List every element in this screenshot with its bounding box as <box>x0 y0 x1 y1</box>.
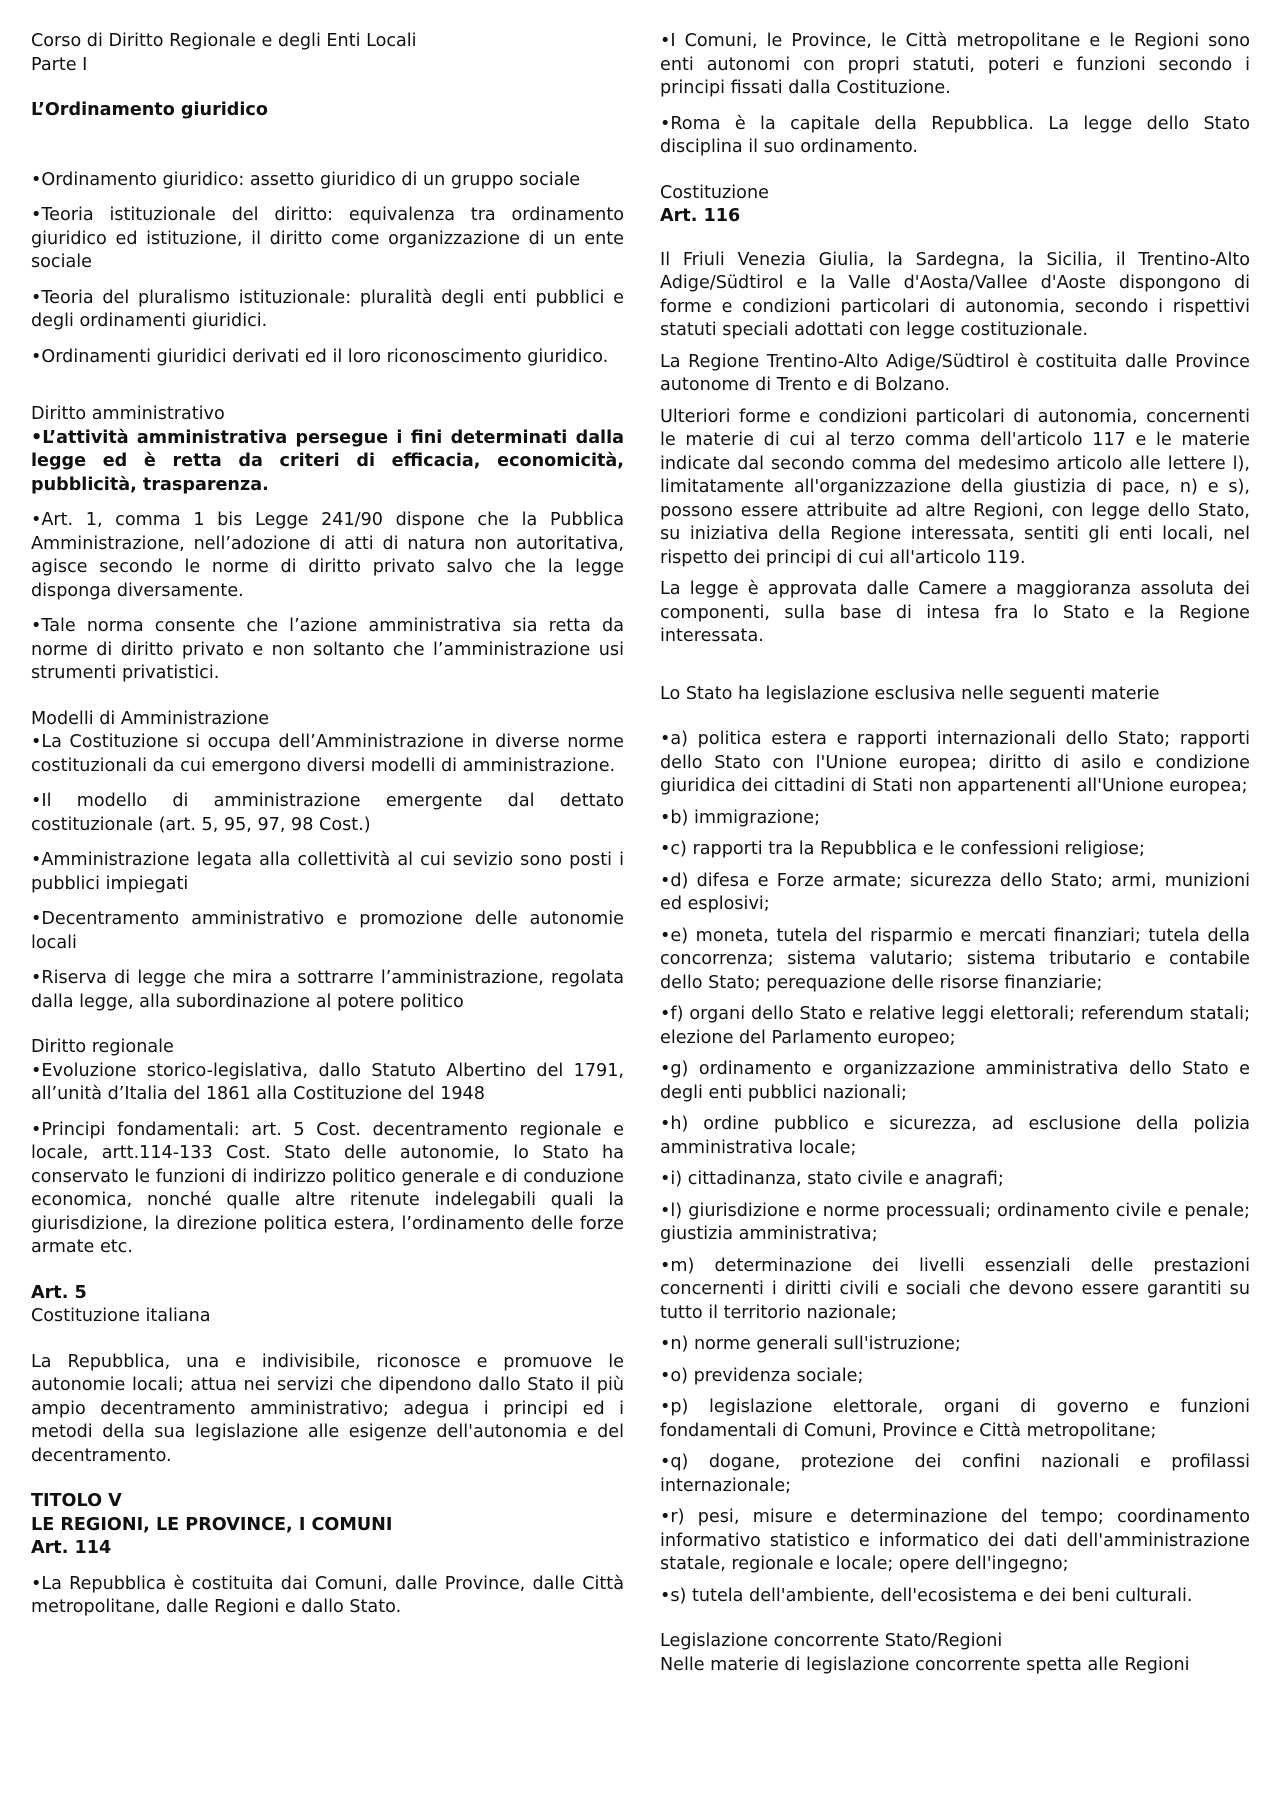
section-text: Nelle materie di legislazione concorrente spetta alle Regioni <box>660 1654 1190 1675</box>
section-heading: Diritto regionale <box>31 1037 174 1057</box>
list-item: •h) ordine pubblico e sicurezza, ad esclusione della polizia amministrativa locale; <box>660 1114 1250 1158</box>
list-item: •i) cittadinanza, stato civile e anagrafi; <box>660 1169 1004 1189</box>
list-item: •Principi fondamentali: art. 5 Cost. decentramento regionale e locale, artt.114-133 Cost. Stato delle autonomie, lo Stato ha conservato le funzioni di indirizzo politico generale e di conduzione economica, nonché qualle altre ritenute indelegabili quali la giurisdizione, la direzione politica estera, l’ordinamento delle forze armate etc. <box>31 1119 624 1257</box>
list-item: •e) moneta, tutela del risparmio e mercati finanziari; tutela della concorrenza; sistema valutario; sistema tributario e contabile dello Stato; perequazione delle risorse finanziarie; <box>660 925 1250 993</box>
list-item: •Teoria istituzionale del diritto: equivalenza tra ordinamento giuridico ed istituzione, il diritto come organizzazione di un ente sociale <box>31 205 624 272</box>
section-title: L’Ordinamento giuridico <box>31 100 268 120</box>
title-heading: TITOLO V <box>31 1491 122 1511</box>
list-item: •g) ordinamento e organizzazione amministrativa dello Stato e degli enti pubblici nazionali; <box>660 1059 1250 1103</box>
list-item: •Roma è la capitale della Repubblica. La legge dello Stato disciplina il suo ordinamento. <box>660 113 1250 157</box>
title-subheading: LE REGIONI, LE PROVINCE, I COMUNI <box>31 1514 393 1535</box>
list-item: •d) difesa e Forze armate; sicurezza dello Stato; armi, munizioni ed esplosivi; <box>660 870 1250 914</box>
list-item: •m) determinazione dei livelli essenziali delle prestazioni concernenti i diritti civili e sociali che devono essere garantiti su tutto il territorio nazionale; <box>660 1255 1250 1323</box>
section-heading: Modelli di Amministrazione <box>31 708 270 729</box>
article-text: La Repubblica, una e indivisibile, riconosce e promuove le autonomie locali; attua nei servizi che dipendono dallo Stato il più ampio decentramento amministrativo; adegua i principi ed i metodi della sua legislazione alle esigenze dell'autonomia e del decentramento. <box>31 1351 624 1466</box>
article-subtitle: Costituzione italiana <box>31 1306 211 1326</box>
list-item: •Ordinamento giuridico: assetto giuridico di un gruppo sociale <box>31 169 581 190</box>
list-item: •Ordinamenti giuridici derivati ed il loro riconoscimento giuridico. <box>31 346 609 367</box>
bold-list-item: •L’attività amministrativa persegue i fini determinati dalla legge ed è retta da criteri di efficacia, economicità, pubblicità, trasparenza. <box>31 427 624 495</box>
list-item: •Amministrazione legata alla collettività al cui sevizio sono posti i pubblici impiegati <box>31 850 624 894</box>
article-title: Art. 116 <box>660 206 741 226</box>
list-item: •Evoluzione storico-legislativa, dallo Statuto Albertino del 1791, all’unità d’Italia del 1861 alla Costituzione del 1948 <box>31 1060 624 1104</box>
list-item: •c) rapporti tra la Repubblica e le confessioni religiose; <box>660 839 1145 859</box>
list-item: •r) pesi, misure e determinazione del tempo; coordinamento informativo statistico e informatico dei dati dell'amministrazione statale, regionale e locale; opere dell'ingegno; <box>660 1507 1250 1574</box>
list-item: •I Comuni, le Province, le Città metropolitane e le Regioni sono enti autonomi con propri statuti, poteri e funzioni secondo i principi fissati dalla Costituzione. <box>660 31 1250 98</box>
list-item: •p) legislazione elettorale, organi di governo e funzioni fondamentali di Comuni, Province e Città metropolitane; <box>660 1397 1250 1441</box>
section-heading: Costituzione <box>660 182 769 203</box>
list-item: •l) giurisdizione e norme processuali; ordinamento civile e penale; giustizia amministrativa; <box>660 1200 1250 1244</box>
list-item: •Tale norma consente che l’azione amministrativa sia retta da norme di diritto privato e non soltanto che l’amministrazione usi strumenti privatistici. <box>31 616 624 683</box>
list-item: •Il modello di amministrazione emergente dal dettato costituzionale (art. 5, 95, 97, 98 Cost.) <box>31 791 624 835</box>
left-column <box>31 30 624 1620</box>
list-item: •f) organi dello Stato e relative leggi elettorali; referendum statali; elezione del Parlamento europeo; <box>660 1004 1250 1048</box>
list-item: •Decentramento amministrativo e promozione delle autonomie locali <box>31 909 624 953</box>
list-item: •La Costituzione si occupa dell’Amministrazione in diverse norme costituzionali da cui emergono diversi modelli di amministrazione. <box>31 732 624 776</box>
article-title: Art. 5 <box>31 1282 87 1303</box>
article-paragraph: La legge è approvata dalle Camere a maggioranza assoluta dei componenti, sulla base di intesa fra lo Stato e la Regione interessata. <box>660 579 1250 646</box>
list-item: •q) dogane, protezione dei confini nazionali e profilassi internazionale; <box>660 1452 1250 1496</box>
article-paragraph: Ulteriori forme e condizioni particolari di autonomia, concernenti le materie di cui al terzo comma dell'articolo 117 e le materie indicate dal secondo comma del medesimo articolo alle lettere l), limitatamente all'organizzazione della giustizia di pace, n) e s), possono essere attribuite ad altre Regioni, con legge dello Stato, su iniziativa della Regione interessata, sentiti gli enti locali, nel rispetto dei principi di cui all'articolo 119. <box>660 406 1250 568</box>
list-item: •a) politica estera e rapporti internazionali dello Stato; rapporti dello Stato con l'Unione europea; diritto di asilo e condizione giuridica dei cittadini di Stati non appartenenti all'Unione europea; <box>660 729 1250 796</box>
article-paragraph: La Regione Trentino-Alto Adige/Südtirol è costituita dalle Province autonome di Trento e di Bolzano. <box>660 351 1250 395</box>
list-item: •Riserva di legge che mira a sottrarre l’amministrazione, regolata dalla legge, alla subordinazione al potere politico <box>31 968 624 1012</box>
list-item: •n) norme generali sull'istruzione; <box>660 1334 961 1354</box>
right-column <box>660 30 1250 1677</box>
article-paragraph: Il Friuli Venezia Giulia, la Sardegna, la Sicilia, il Trentino-Alto Adige/Südtirol e la Valle d'Aosta/Vallee d'Aoste dispongono di forme e condizioni particolari di autonomia, secondo i rispettivi statuti speciali adottati con legge costituzionale. <box>660 249 1250 340</box>
list-item: •La Repubblica è costituita dai Comuni, dalle Province, dalle Città metropolitane, dalle Regioni e dallo Stato. <box>31 1573 624 1617</box>
article-title: Art. 114 <box>31 1538 112 1558</box>
list-item: •Teoria del pluralismo istituzionale: pluralità degli enti pubblici e degli ordinamenti giuridici. <box>31 287 624 331</box>
list-item: •Art. 1, comma 1 bis Legge 241/90 dispone che la Pubblica Amministrazione, nell’adozione di atti di natura non autoritativa, agisce secondo le norme di diritto privato salvo che la legge disponga diversamente. <box>31 510 624 601</box>
section-heading: Legislazione concorrente Stato/Regioni <box>660 1631 1003 1651</box>
section-heading: Diritto amministrativo <box>31 404 225 424</box>
list-item: •o) previdenza sociale; <box>660 1365 864 1386</box>
list-item: •s) tutela dell'ambiente, dell'ecosistema e dei beni culturali. <box>660 1585 1193 1606</box>
course-part: Parte I <box>31 54 88 75</box>
section-heading: Lo Stato ha legislazione esclusiva nelle seguenti materie <box>660 683 1160 704</box>
course-title: Corso di Diritto Regionale e degli Enti Locali <box>31 31 417 51</box>
list-item: •b) immigrazione; <box>660 807 821 828</box>
